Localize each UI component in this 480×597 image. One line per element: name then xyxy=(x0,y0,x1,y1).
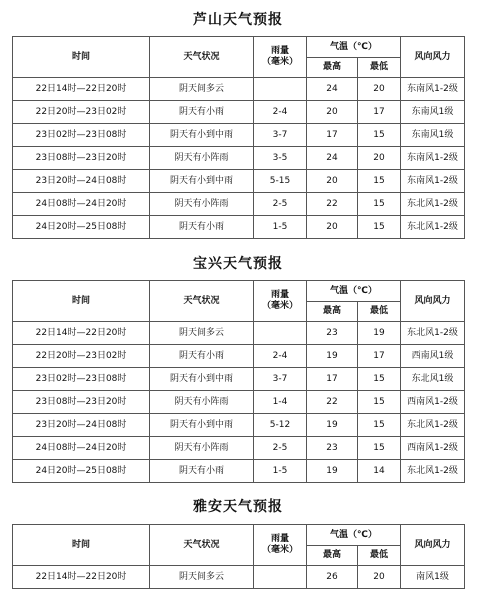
forecast-table xyxy=(12,524,465,589)
cell-time: 23日08时—23日20时 xyxy=(13,391,150,414)
header-time: 时间 xyxy=(13,525,150,566)
cell-wind: 东南风1-2级 xyxy=(401,78,465,101)
cell-low: 20 xyxy=(358,147,401,170)
cell-rain: 3-7 xyxy=(254,368,307,391)
header-wind: 风向风力 xyxy=(401,281,465,322)
header-temp-high: 最高 xyxy=(307,546,358,566)
cell-rain: 1-4 xyxy=(254,391,307,414)
header-rain xyxy=(254,37,307,78)
header-time: 时间 xyxy=(13,281,150,322)
cell-low: 15 xyxy=(358,170,401,193)
cell-high: 20 xyxy=(307,170,358,193)
cell-low: 15 xyxy=(358,391,401,414)
cell-condition: 阴天有小阵雨 xyxy=(150,147,254,170)
cell-time: 22日14时—22日20时 xyxy=(13,78,150,101)
cell-high: 19 xyxy=(307,345,358,368)
cell-wind: 东北风1-2级 xyxy=(401,216,465,239)
table-row xyxy=(13,193,465,216)
cell-time: 22日20时—23日02时 xyxy=(13,345,150,368)
cell-time: 24日08时—24日20时 xyxy=(13,437,150,460)
header-temp-low: 最低 xyxy=(358,58,401,78)
cell-low: 15 xyxy=(358,437,401,460)
table-row xyxy=(13,78,465,101)
cell-rain: 2-4 xyxy=(254,101,307,124)
forecast-table xyxy=(12,280,465,483)
cell-high: 22 xyxy=(307,391,358,414)
header-rain-line2: （毫米） xyxy=(261,57,298,67)
table-row xyxy=(13,147,465,170)
cell-low: 17 xyxy=(358,101,401,124)
cell-time: 24日20时—25日08时 xyxy=(13,216,150,239)
cell-time: 24日08时—24日20时 xyxy=(13,193,150,216)
cell-time: 22日14时—22日20时 xyxy=(13,322,150,345)
cell-time: 23日02时—23日08时 xyxy=(13,124,150,147)
cell-high: 22 xyxy=(307,193,358,216)
cell-condition: 阴天有小雨 xyxy=(150,345,254,368)
table-row xyxy=(13,391,465,414)
header-rain-line1: 雨量 xyxy=(270,46,289,56)
cell-condition: 阴天有小雨 xyxy=(150,216,254,239)
header-rain-line2: （毫米） xyxy=(261,545,298,555)
cell-low: 19 xyxy=(358,322,401,345)
cell-rain xyxy=(254,322,307,345)
cell-condition: 阴天有小到中雨 xyxy=(150,124,254,147)
table-row xyxy=(13,566,465,589)
cell-wind: 南风1级 xyxy=(401,566,465,589)
cell-time: 23日20时—24日08时 xyxy=(13,414,150,437)
cell-condition: 阴天有小到中雨 xyxy=(150,414,254,437)
cell-condition: 阴天间多云 xyxy=(150,566,254,589)
header-condition: 天气状况 xyxy=(150,525,254,566)
header-temp-high: 最高 xyxy=(307,58,358,78)
cell-time: 22日20时—23日02时 xyxy=(13,101,150,124)
header-temp: 气温（℃） xyxy=(307,525,401,546)
cell-high: 17 xyxy=(307,368,358,391)
cell-high: 19 xyxy=(307,460,358,483)
cell-wind: 东北风1级 xyxy=(401,368,465,391)
header-rain xyxy=(254,281,307,322)
cell-rain xyxy=(254,566,307,589)
cell-wind: 东南风1-2级 xyxy=(401,170,465,193)
cell-low: 20 xyxy=(358,566,401,589)
cell-rain: 2-4 xyxy=(254,345,307,368)
cell-low: 15 xyxy=(358,216,401,239)
cell-condition: 阴天有小阵雨 xyxy=(150,391,254,414)
table-row xyxy=(13,124,465,147)
cell-wind: 东北风1-2级 xyxy=(401,322,465,345)
cell-rain: 1-5 xyxy=(254,216,307,239)
cell-wind: 东南风1级 xyxy=(401,124,465,147)
cell-low: 15 xyxy=(358,414,401,437)
header-wind: 风向风力 xyxy=(401,37,465,78)
cell-low: 15 xyxy=(358,124,401,147)
header-temp: 气温（℃） xyxy=(307,281,401,302)
table-row xyxy=(13,345,465,368)
section-title: 雅安天气预报 xyxy=(193,499,283,515)
cell-high: 26 xyxy=(307,566,358,589)
table-row xyxy=(13,414,465,437)
header-temp-low: 最低 xyxy=(358,302,401,322)
cell-low: 20 xyxy=(358,78,401,101)
cell-low: 17 xyxy=(358,345,401,368)
cell-condition: 阴天有小阵雨 xyxy=(150,437,254,460)
cell-rain: 2-5 xyxy=(254,437,307,460)
cell-high: 23 xyxy=(307,437,358,460)
cell-wind: 西南风1-2级 xyxy=(401,391,465,414)
cell-low: 15 xyxy=(358,368,401,391)
cell-condition: 阴天有小到中雨 xyxy=(150,368,254,391)
cell-high: 20 xyxy=(307,216,358,239)
forecast-table xyxy=(12,36,465,239)
cell-low: 14 xyxy=(358,460,401,483)
header-condition: 天气状况 xyxy=(150,37,254,78)
cell-rain: 3-5 xyxy=(254,147,307,170)
cell-rain: 5-15 xyxy=(254,170,307,193)
table-row xyxy=(13,460,465,483)
table-row xyxy=(13,101,465,124)
cell-time: 22日14时—22日20时 xyxy=(13,566,150,589)
cell-wind: 西南风1级 xyxy=(401,345,465,368)
cell-rain: 3-7 xyxy=(254,124,307,147)
cell-high: 23 xyxy=(307,322,358,345)
header-temp-low: 最低 xyxy=(358,546,401,566)
cell-wind: 西南风1-2级 xyxy=(401,437,465,460)
header-rain-line2: （毫米） xyxy=(261,301,298,311)
cell-time: 24日20时—25日08时 xyxy=(13,460,150,483)
table-row xyxy=(13,437,465,460)
cell-low: 15 xyxy=(358,193,401,216)
cell-condition: 阴天间多云 xyxy=(150,78,254,101)
table-row xyxy=(13,368,465,391)
header-temp-high: 最高 xyxy=(307,302,358,322)
cell-rain: 5-12 xyxy=(254,414,307,437)
cell-rain: 1-5 xyxy=(254,460,307,483)
cell-time: 23日02时—23日08时 xyxy=(13,368,150,391)
section-title: 宝兴天气预报 xyxy=(193,256,283,272)
header-rain xyxy=(254,525,307,566)
header-wind: 风向风力 xyxy=(401,525,465,566)
cell-time: 23日20时—24日08时 xyxy=(13,170,150,193)
header-condition: 天气状况 xyxy=(150,281,254,322)
cell-rain: 2-5 xyxy=(254,193,307,216)
cell-wind: 东北风1-2级 xyxy=(401,414,465,437)
cell-high: 24 xyxy=(307,78,358,101)
cell-wind: 东南风1级 xyxy=(401,101,465,124)
cell-high: 20 xyxy=(307,101,358,124)
cell-condition: 阴天间多云 xyxy=(150,322,254,345)
cell-high: 19 xyxy=(307,414,358,437)
cell-time: 23日08时—23日20时 xyxy=(13,147,150,170)
cell-wind: 东北风1-2级 xyxy=(401,460,465,483)
cell-rain xyxy=(254,78,307,101)
cell-condition: 阴天有小雨 xyxy=(150,101,254,124)
header-rain-line1: 雨量 xyxy=(270,290,289,300)
header-temp: 气温（℃） xyxy=(307,37,401,58)
table-row xyxy=(13,216,465,239)
cell-wind: 东北风1-2级 xyxy=(401,193,465,216)
cell-wind: 东南风1-2级 xyxy=(401,147,465,170)
cell-condition: 阴天有小阵雨 xyxy=(150,193,254,216)
cell-condition: 阴天有小雨 xyxy=(150,460,254,483)
cell-high: 24 xyxy=(307,147,358,170)
cell-high: 17 xyxy=(307,124,358,147)
cell-condition: 阴天有小到中雨 xyxy=(150,170,254,193)
table-row xyxy=(13,170,465,193)
table-row xyxy=(13,322,465,345)
section-title: 芦山天气预报 xyxy=(193,12,283,28)
header-time: 时间 xyxy=(13,37,150,78)
header-rain-line1: 雨量 xyxy=(270,534,289,544)
